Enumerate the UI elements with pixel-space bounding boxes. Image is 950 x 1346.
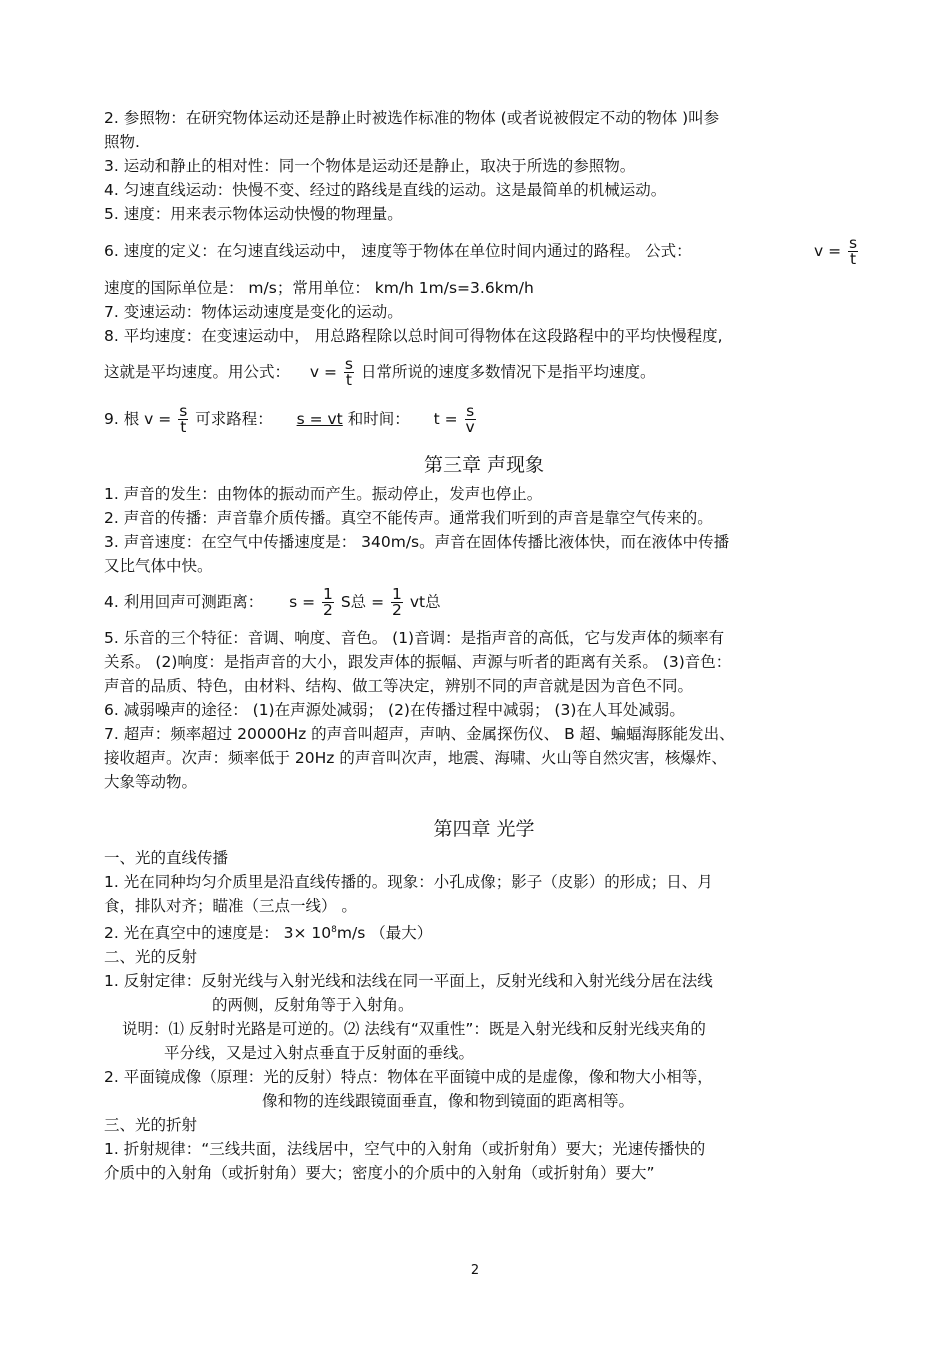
text-line: 4. 匀速直线运动：快慢不变、经过的路线是直线的运动。这是最简单的机械运动。 [104, 181, 667, 199]
text-line: 2. 平面镜成像（原理：光的反射）特点：物体在平面镜中成的是虚像，像和物大小相等， [104, 1068, 713, 1087]
text-line: 7. 超声：频率超过 20000Hz 的声音叫超声，声呐、金属探伤仪、 B 超、蝙蝠海豚能发出、 [104, 725, 735, 743]
average-speed-line [104, 348, 864, 396]
text-line: 照物. [104, 133, 140, 151]
exponent: 8 [331, 925, 337, 935]
document-body [104, 106, 864, 1185]
text-line: 6. 减弱噪声的途径： (1)在声源处减弱； (2)在传播过程中减弱； (3)在人耳处减弱。 [104, 701, 685, 719]
text-line: 1. 反射定律：反射光线与入射光线和法线在同一平面上，反射光线和入射光线分居在法线 [104, 972, 713, 991]
speed-formula [814, 226, 860, 276]
distance-formula: s = vt [296, 410, 343, 428]
numerator: s [344, 355, 353, 373]
text-line: 像和物的连线跟镜面垂直，像和物到镜面的距离相等。 [262, 1092, 635, 1111]
text-line: 声音的品质、特色，由材料、结构、做工等决定，辨别不同的声音就是因为音色不同。 [104, 677, 694, 695]
text-line: 5. 乐音的三个特征：音调、响度、音色。 (1)音调：是指声音的高低，它与发声体的频率有 [104, 629, 725, 647]
text-line: 3. 运动和静止的相对性：同一个物体是运动还是静止，取决于所选的参照物。 [104, 157, 636, 175]
denominator: t [180, 418, 187, 436]
chapter-title: 第四章 光学 [433, 818, 535, 840]
text-span: 4. 利用回声可测距离： [104, 593, 264, 611]
numerator: s [849, 234, 858, 252]
page-number: 2 [470, 1263, 480, 1278]
text-line: 7. 变速运动：物体运动速度是变化的运动。 [104, 303, 403, 321]
numerator: s [466, 402, 475, 420]
numerator: 1 [323, 585, 333, 603]
text-span: 9. 根 [104, 410, 140, 428]
light-speed-line [104, 918, 864, 945]
text-span: 日常所说的速度多数情况下是指平均速度。 [360, 363, 656, 381]
text-line: 2. 参照物：在研究物体运动还是静止时被选作标准的物体 (或者说被假定不动的物体 )叫参 [104, 109, 720, 127]
formula-lhs: v = [144, 410, 172, 428]
fraction [178, 404, 188, 435]
text-line: 1. 声音的发生：由物体的振动而产生。振动停止，发声也停止。 [104, 485, 543, 503]
text-line: 5. 速度：用来表示物体运动快慢的物理量。 [104, 205, 403, 223]
text-line: 关系。 (2)响度：是指声音的大小，跟发声体的振幅、声源与听者的距离有关系。 (3)音色： [104, 653, 732, 671]
text-line: 又比气体中快。 [104, 557, 213, 575]
denominator: 2 [323, 601, 333, 619]
fraction [848, 236, 858, 267]
text-line: 的两侧，反射角等于入射角。 [212, 996, 414, 1015]
speed-definition-line [104, 226, 864, 276]
text-line: 6. 速度的定义：在匀速直线运动中， 速度等于物体在单位时间内通过的路程。 公式： [104, 242, 692, 260]
denominator: t [850, 250, 857, 268]
text-line: 介质中的入射角（或折射角）要大；密度小的介质中的入射角（或折射角）要大” [104, 1164, 655, 1183]
text-line: 大象等动物。 [104, 773, 198, 791]
text-line: 3. 声音速度：在空气中传播速度是： 340m/s。声音在固体传播比液体快，而在液体中传播 [104, 533, 730, 551]
formula-lhs: s = [289, 593, 316, 611]
text-span: 2. 光在真空中的速度是： 3× 10 [104, 924, 332, 943]
section-heading: 三、光的折射 [104, 1116, 198, 1135]
text-line: 平分线，又是过入射点垂直于反射面的垂线。 [164, 1044, 475, 1063]
text-span: vt总 [409, 593, 441, 611]
text-span: 和时间： [347, 410, 410, 428]
formula-lhs: v = [814, 242, 842, 260]
text-line: 接收超声。次声：频率低于 20Hz 的声音叫次声，地震、海啸、火山等自然灾害，核爆炸、 [104, 749, 727, 767]
section-heading: 一、光的直线传播 [104, 849, 229, 867]
text-line: 速度的国际单位是： m/s；常用单位： km/h 1m/s=3.6km/h [104, 279, 534, 297]
text-span: S总 = [340, 593, 385, 611]
fraction [391, 587, 403, 618]
text-line: 2. 声音的传播：声音靠介质传播。真空不能传声。通常我们听到的声音是靠空气传来的。 [104, 509, 713, 527]
text-line: 说明：⑴ 反射时光路是可逆的。⑵ 法线有“双重性”：既是入射光线和反射光线夹角的 [122, 1020, 706, 1039]
echo-distance-line [104, 578, 864, 626]
text-line: 1. 折射规律：“三线共面，法线居中，空气中的入射角（或折射角）要大；光速传播快的 [104, 1140, 706, 1159]
text-span: 可求路程： [195, 410, 273, 428]
formula-derivation-line [104, 396, 864, 442]
text-line: 食，排队对齐；瞄准（三点一线） 。 [104, 897, 357, 915]
numerator: s [179, 402, 188, 420]
fraction [465, 404, 476, 435]
text-span: m/s （最大） [336, 924, 433, 943]
text-line: 8. 平均速度：在变速运动中， 用总路程除以总时间可得物体在这段路程中的平均快慢程度, [104, 327, 723, 345]
denominator: v [465, 418, 475, 436]
chapter-title: 第三章 声现象 [423, 454, 545, 476]
formula-lhs: t = [433, 410, 458, 428]
text-span: 这就是平均速度。用公式： [104, 363, 291, 381]
fraction [322, 587, 334, 618]
text-line: 1. 光在同种均匀介质里是沿直线传播的。现象：小孔成像；影子（皮影）的形成；日、月 [104, 873, 713, 891]
numerator: 1 [392, 585, 402, 603]
denominator: 2 [392, 601, 402, 619]
formula-lhs: v = [309, 363, 337, 381]
section-heading: 二、光的反射 [104, 948, 198, 967]
fraction [344, 357, 354, 388]
denominator: t [345, 371, 352, 389]
